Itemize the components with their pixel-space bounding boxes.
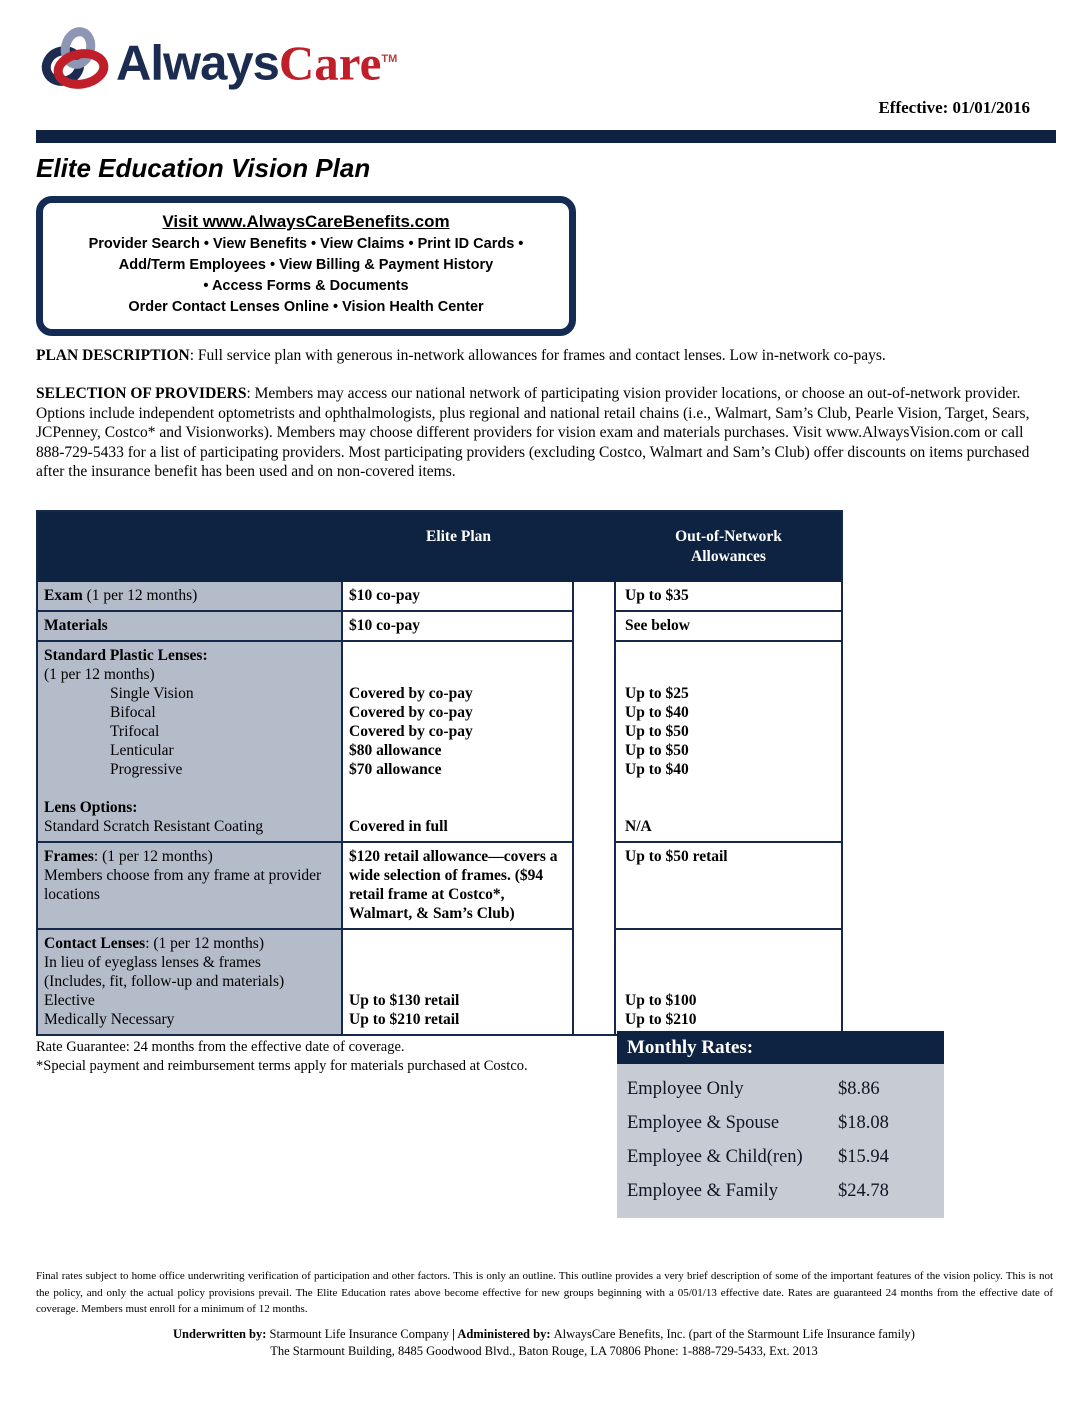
table-row-materials <box>38 612 841 642</box>
info-box-line: Add/Term Employees • View Billing & Payment History <box>118 257 494 273</box>
header-elite-plan: Elite Plan <box>425 528 491 545</box>
rate-row-employee-only <box>617 1072 944 1106</box>
rate-guarantee-line1: Rate Guarantee: 24 months from the effective date of coverage. <box>36 1039 405 1055</box>
rate-row-employee-spouse <box>617 1106 944 1140</box>
exam-elite-cell: $10 co-pay <box>343 582 574 612</box>
plan-description-label: PLAN DESCRIPTION <box>36 347 190 364</box>
fine-print-disclaimer: Final rates subject to home office underwriting verification of participation and other factors. This is only an outline. This outline provides a very brief description of some of the important features of the vision policy. This is not the policy, and only the actual policy provisions prevail. The Elite Education rates above become effective for new groups beginning with a 05/01/13 effective date. Rates are guaranteed 24 months from the effective date of coverage. Members must enroll for a minimum of 12 months. <box>36 1270 1053 1315</box>
gap-cell <box>574 930 616 1034</box>
header-gap-cell <box>574 521 616 582</box>
footer <box>0 1326 1088 1360</box>
rate-value: $18.08 <box>838 1112 889 1133</box>
effective-date: Effective: 01/01/2016 <box>878 98 1030 117</box>
info-box-line: • Access Forms & Documents <box>203 278 409 294</box>
rate-row-employee-children <box>617 1140 944 1174</box>
info-box-line: Provider Search • View Benefits • View Claims • Print ID Cards • <box>88 236 524 252</box>
interlocking-rings-icon <box>36 25 116 97</box>
gap-cell <box>574 843 616 930</box>
brand-always: Always <box>116 36 279 91</box>
frames-elite-cell: $120 retail allowance—covers a wide selection of frames. ($94 retail frame at Costco*, Walmart, & Sam’s Club) <box>343 843 574 930</box>
benefits-website-box <box>36 196 576 336</box>
divider-bar <box>36 130 1056 143</box>
selection-of-providers-text: : Members may access our national network of participating vision provider locations, or choose an out-of-network provider. Options include independent optometrists and ophthalmologists, plus regional and national retail chains (i.e., Walmart, Sam’s Club, Pearle Vision, Target, Sears, JCPenney, Costco* and Visionworks). Members may choose different providers for vision exam and materials purchases. Visit www.AlwaysVision.com or call 888-729-5433 for a list of participating providers. Most participating providers (excluding Costco, Walmart and Sam’s Club) offer discounts on items purchased after the insurance benefit has been used and on non-covered items. <box>36 385 1030 480</box>
monthly-rates-body <box>617 1064 944 1218</box>
rate-value: $8.86 <box>838 1078 880 1099</box>
contacts-label-cell: Contact Lenses: (1 per 12 months) In lieu of eyeglass lenses & frames (Includes, fit, follow-up and materials) Elective Medically Necessary <box>38 930 343 1034</box>
table-row-frames <box>38 843 841 930</box>
monthly-rates-title: Monthly Rates: <box>617 1031 944 1064</box>
exam-label-cell: Exam (1 per 12 months) <box>38 582 343 612</box>
rate-label: Employee & Spouse <box>627 1112 780 1133</box>
contacts-oon-cell: Up to $100 Up to $210 <box>625 992 697 1028</box>
benefits-table-header <box>38 512 841 582</box>
frames-oon-cell: Up to $50 retail <box>616 843 841 930</box>
rate-label: Employee Only <box>627 1078 744 1099</box>
selection-of-providers-paragraph <box>36 384 1053 482</box>
trademark-symbol: TM <box>381 53 398 65</box>
alwayscare-logo <box>36 24 397 98</box>
materials-oon-cell: See below <box>616 612 841 642</box>
website-link[interactable]: Visit www.AlwaysCareBenefits.com <box>162 212 450 231</box>
selection-of-providers-label: SELECTION OF PROVIDERS <box>36 385 247 402</box>
rate-label: Employee & Family <box>627 1180 779 1201</box>
plan-description-text: : Full service plan with generous in-network allowances for frames and contact lenses. Low in-network co-pays. <box>189 347 886 364</box>
header-out-of-network <box>616 521 841 582</box>
brand-wordmark <box>116 24 397 98</box>
footer-address-line: The Starmount Building, 8485 Goodwood Blvd., Baton Rouge, LA 70806 Phone: 1-888-729-5433, Ext. 2013 <box>270 1344 818 1358</box>
lenses-oon-cell: Up to $25 Up to $40 Up to $50 Up to $50 Up to $40 N/A <box>616 642 841 843</box>
exam-oon-cell: Up to $35 <box>616 582 841 612</box>
brand-care: Care <box>278 35 382 91</box>
table-row-lenses <box>38 642 841 843</box>
frames-label-cell: Frames: (1 per 12 months) Members choose from any frame at provider locations <box>38 843 343 930</box>
contacts-elite-cell: Up to $130 retail Up to $210 retail <box>343 930 574 1034</box>
rate-guarantee-note <box>36 1038 596 1076</box>
header-oon-line2: Allowances <box>691 548 766 565</box>
lenses-elite-cell: Covered by co-pay Covered by co-pay Covered by co-pay $80 allowance $70 allowance Covered in full <box>343 642 574 843</box>
rate-label: Employee & Child(ren) <box>627 1146 803 1167</box>
rate-value: $15.94 <box>838 1146 889 1167</box>
info-box-line: Order Contact Lenses Online • Vision Health Center <box>128 299 484 315</box>
benefits-table <box>36 510 843 1036</box>
table-row-exam <box>38 582 841 612</box>
table-row-contact-lenses <box>38 930 841 1034</box>
materials-label-cell: Materials <box>38 612 343 642</box>
materials-elite-cell: $10 co-pay <box>343 612 574 642</box>
header-blank-cell <box>38 521 343 582</box>
monthly-rates-box <box>617 1031 944 1218</box>
page-title: Elite Education Vision Plan <box>36 153 371 183</box>
lenses-label-cell: Standard Plastic Lenses: (1 per 12 months) Single Vision Bifocal Trifocal Lenticular Progressive Lens Options: Standard Scratch Resistant Coating <box>38 642 343 843</box>
gap-cell <box>574 642 616 843</box>
rate-row-employee-family <box>617 1174 944 1208</box>
plan-description-paragraph <box>36 346 1053 366</box>
rate-value: $24.78 <box>838 1180 889 1201</box>
gap-cell <box>574 612 616 642</box>
header-oon-line1: Out-of-Network <box>675 528 782 545</box>
rate-guarantee-line2: *Special payment and reimbursement terms apply for materials purchased at Costco. <box>36 1058 528 1074</box>
footer-underwriter-line: Underwritten by: Starmount Life Insurance Company | Administered by: AlwaysCare Benefits, Inc. (part of the Starmount Life Insurance family) <box>173 1327 915 1341</box>
gap-cell <box>574 582 616 612</box>
